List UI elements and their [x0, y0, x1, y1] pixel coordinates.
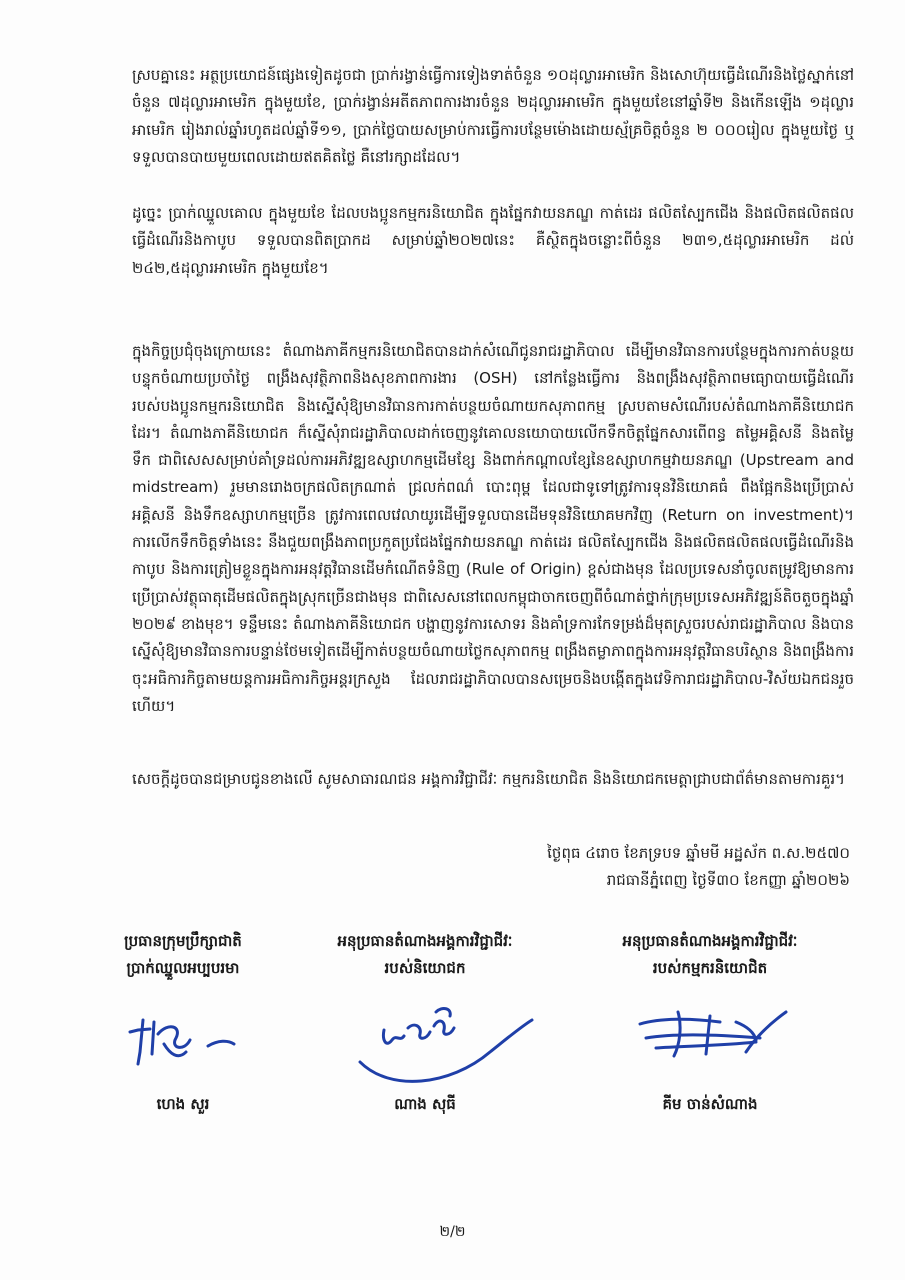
signatory-name: ណាង សុធី: [394, 1095, 456, 1113]
date-solar: រាជធានីភ្នំពេញ ថ្ងៃទី៣០ ខែកញ្ញា ឆ្នាំ២០២៦: [606, 871, 850, 889]
handwritten-signature: [560, 982, 860, 1092]
signatory-title-line2: របស់និយោជក: [384, 959, 466, 977]
page-number: ២/២: [439, 1224, 466, 1240]
signatory-title-line2: របស់កម្មករនិយោជិត: [652, 959, 768, 977]
signatory-name: ហេង សួរ: [156, 1095, 210, 1113]
signature-block-employer-rep: [300, 928, 550, 1113]
signatory-title-line2: ប្រាក់ឈ្នួលអប្បបរមា: [126, 959, 240, 977]
paragraph-benefits: ស្របគ្នានេះ អត្ថប្រយោជន៍ផ្សេងទៀតដូចជា ប្រាក់រង្វាន់ធ្វើការទៀងទាត់ចំនួន ១០ដុល្លារអាមេរិក និងសោហ៊ុយធ្វើដំណើរនិងថ្លៃស្នាក់នៅចំនួន ៧ដុល្លារអាមេរិក ក្នុងមួយខែ, ប្រាក់រង្វាន់អតីតភាពការងារចំនួន ២ដុល្លារអាមេរិក ក្នុងមួយខែនៅឆ្នាំទី២ និងកើនឡើង ១ដុល្លារអាមេរិក រៀងរាល់ឆ្នាំរហូតដល់ឆ្នាំទី១១, ប្រាក់ថ្លៃបាយសម្រាប់ការធ្វើការបន្ថែមម៉ោងដោយស្ម័គ្រចិត្តចំនួន ២ ០០០រៀល ក្នុងមួយថ្ងៃ ឬទទួលបានបាយមួយពេលដោយឥតគិតថ្លៃ គឺនៅរក្សាដដែល។: [132, 66, 854, 166]
signatory-name: គីម ចាន់សំណាង: [662, 1095, 758, 1113]
signatory-title-line1: អនុប្រធានតំណាងអង្គការវិជ្ជាជីវៈ: [337, 932, 513, 950]
handwritten-signature: [58, 982, 308, 1092]
signature-block-chairman: [58, 928, 308, 1113]
signatory-title-line1: ប្រធានក្រុមប្រឹក្សាជាតិ: [124, 932, 242, 950]
paragraph-base-wage: ដូច្នេះ ប្រាក់ឈ្នួលគោល ក្នុងមួយខែ ដែលបងប្អូនកម្មករនិយោជិត ក្នុងផ្នែកវាយនភណ្ឌ កាត់ដេរ ផលិតស្បែកជើង និងផលិតផលិតផលធ្វើដំណើរនិងកាបូប ទទួលបានពិតប្រាកដ សម្រាប់ឆ្នាំ២០២៧នេះ គឺស្ថិតក្នុងចន្លោះពីចំនួន ២៣១,៥ដុល្លារអាមេរិក ដល់ ២៤២,៥ដុល្លារអាមេរិក ក្នុងមួយខែ។: [132, 204, 854, 277]
date-lunar: ថ្ងៃពុធ ៤រោច ខែភទ្របទ ឆ្នាំមមី អដ្ឋស័ក ព.ស.២៥៧០: [547, 844, 850, 862]
handwritten-signature: [300, 982, 550, 1092]
paragraph-meeting-proposals: ក្នុងកិច្ចប្រជុំចុងក្រោយនេះ តំណាងភាគីកម្មករនិយោជិតបានដាក់សំណើជូនរាជរដ្ឋាភិបាល ដើម្បីមានវិធានការបន្ថែមក្នុងការកាត់បន្ថយបន្ទុកចំណាយប្រចាំថ្ងៃ ពង្រឹងសុវត្ថិភាពនិងសុខភាពការងារ (OSH) នៅកន្លែងធ្វើការ និងពង្រឹងសុវត្ថិភាពមធ្យោបាយធ្វើដំណើររបស់បងប្អូនកម្មករនិយោជិត និងស្នើសុំឱ្យមានវិធានការកាត់បន្ថយចំណាយកសុភាពកម្ម ស្របតាមសំណើរបស់តំណាងភាគីនិយោជកដែរ។ តំណាងភាគីនិយោជក ក៏ស្នើសុំរាជរដ្ឋាភិបាលដាក់ចេញនូវគោលនយោបាយលើកទឹកចិត្តផ្នែកសារពើពន្ធ តម្លៃអគ្គិសនី និងតម្លៃទឹក ជាពិសេសសម្រាប់គាំទ្រដល់ការអភិវឌ្ឍឧស្សាហកម្មដើមខ្សែ និងពាក់កណ្តាលខ្សែនៃឧស្សាហកម្មវាយនភណ្ឌ (Upstream and midstream) រួមមានរោងចក្រផលិតក្រណាត់ ជ្រលក់ពណ៌ បោះពុម្ព ដែលជាទូទៅត្រូវការទុនវិនិយោគធំ ពឹងផ្អែកនិងប្រើប្រាស់អគ្គិសនី និងទឹកឧស្សាហកម្មច្រើន ត្រូវការពេលវេលាយូរដើម្បីទទួលបានដើមទុនវិនិយោគមកវិញ (Return on investment)។ ការលើកទឹកចិត្តទាំងនេះ នឹងជួយពង្រឹងភាពប្រកួតប្រជែងផ្នែកវាយនភណ្ឌ កាត់ដេរ ផលិតស្បែកជើង និងផលិតផលិតផលធ្វើដំណើរនិងកាបូប និងការត្រៀមខ្លួនក្នុងការអនុវត្តវិធានដើមកំណើតទំនិញ (Rule of Origin) ខ្ពស់ជាងមុន ដែលប្រទេសនាំចូលតម្រូវឱ្យមានការប្រើប្រាស់វត្ថុធាតុដើមផលិតក្នុងស្រុកច្រើនជាងមុន ជាពិសេសនៅពេលកម្ពុជាចាកចេញពីចំណាត់ថ្នាក់ក្រុមប្រទេសអភិវឌ្ឍន៍តិចតួចក្នុងឆ្នាំ ២០២៩ ខាងមុខ។ ទន្ទឹមនេះ តំណាងភាគីនិយោជក បង្ហាញនូវការសោទរ និងគាំទ្រការកែទម្រង់ដ៏មុតស្រួចរបស់រាជរដ្ឋាភិបាល និងបានស្នើសុំឱ្យមានវិធានការបន្ទាន់ថែមទៀតដើម្បីកាត់បន្ថយចំណាយថ្លៃកសុភាពកម្ម ពង្រឹងតម្លាភាពក្នុងការអនុវត្តវិធានបរិស្ថាន និងពង្រឹងការចុះអធិការកិច្ចតាមយន្តការអធិការកិច្ចអន្តរក្រសួង ដែលរាជរដ្ឋាភិបាលបានសម្រេចនិងបង្កើតក្នុងវេទិការាជរដ្ឋាភិបាល-វិស័យឯកជនរួចហើយ។: [132, 342, 854, 715]
signatory-title-line1: អនុប្រធានតំណាងអង្គការវិជ្ជាជីវៈ: [622, 932, 798, 950]
signature-block-worker-rep: [560, 928, 860, 1113]
paragraph-conclusion: សេចក្តីដូចបានជម្រាបជូនខាងលើ សូមសាធារណជន អង្គការវិជ្ជាជីវៈ កម្មករនិយោជិត និងនិយោជកមេត្តាជ្រាបជាព័ត៌មានតាមការគួរ។: [132, 770, 846, 788]
